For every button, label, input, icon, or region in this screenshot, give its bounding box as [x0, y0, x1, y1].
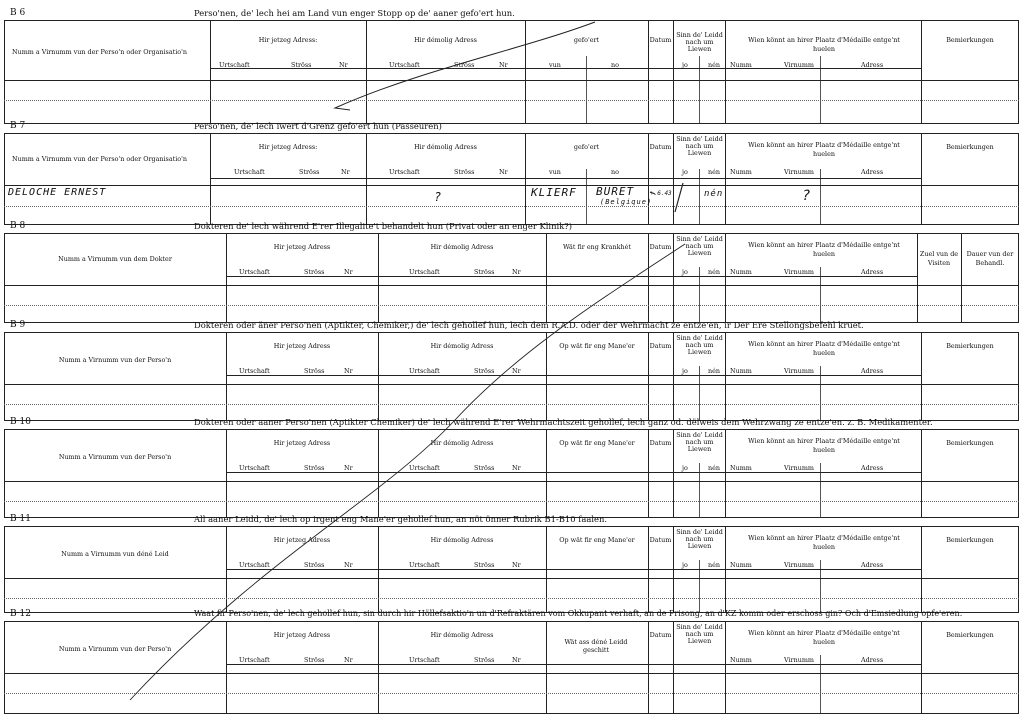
- sub-number: Nr: [339, 61, 348, 69]
- sub-number: Nr: [512, 268, 521, 276]
- sub-from: vun: [549, 168, 561, 176]
- sub-firstname: Virnumm: [784, 464, 814, 472]
- col-date: Datum: [649, 439, 672, 447]
- col-medal: Wien könnt an hirer Plaatz d'Médaille entge'nt huelen: [748, 437, 900, 454]
- sub-address: Adress: [861, 561, 884, 569]
- section-title: All aaner Leidd, de' lech op irgent eng Mane'er gehollef hun, an nöt önner Rubrik B1-B10 faalen.: [194, 514, 608, 524]
- col-date: Datum: [649, 36, 672, 44]
- col-manner: Op wät fir eng Mane'er: [559, 342, 635, 350]
- col-manner: Op wät fir eng Mane'er: [559, 439, 635, 447]
- col-date: Datum: [649, 631, 672, 639]
- col-current-address: Hir jetzeg Adress: [273, 631, 331, 639]
- section-code: B 6: [10, 8, 26, 18]
- entry-date: +.6.43: [650, 190, 672, 197]
- sub-locality: Urtschaft: [409, 367, 440, 375]
- section-b7: [4, 122, 1019, 224]
- section-table: [4, 526, 1019, 613]
- sub-firstname: Virnumm: [784, 168, 814, 176]
- col-name-person: Numm a Virnumm vun der Perso'n: [58, 453, 172, 461]
- sub-street: Ströss: [304, 268, 325, 276]
- entry-to: BURET: [596, 185, 635, 198]
- sub-locality: Urtschaft: [239, 464, 270, 472]
- col-remarks: Bemierkungen: [946, 342, 994, 350]
- sub-number: Nr: [512, 656, 521, 664]
- sub-street: Ströss: [291, 61, 312, 69]
- col-date: Datum: [649, 342, 672, 350]
- col-duration: Dauer vun der Behandl.: [966, 250, 1014, 267]
- sub-street: Ströss: [474, 561, 495, 569]
- sub-locality: Urtschaft: [409, 464, 440, 472]
- col-former-address: Hir démolig Adress: [430, 536, 494, 544]
- sub-street: Ströss: [304, 656, 325, 664]
- col-suffered: Sinn de' Leidd nach um Liewen: [676, 135, 723, 157]
- section-title: Perso'nen, de' lech hei am Land vun enger Stopp op de' aaner gefo'ert hun.: [194, 8, 515, 18]
- col-visits: Zuel vun de Visiten: [919, 250, 959, 267]
- section-title: Waat fir Perso'nen, de' lech gehollef hun, sin durch hir Höllefsaktio'n un d'Refraktären vom Okkupant verhaft, an de Prisong, an d'KZ komm oder erschoss gin? Och d'Emsiedlung opfe'eren.: [194, 609, 963, 618]
- col-medal: Wien könnt an hirer Plaatz d'Médaille entge'nt huelen: [748, 141, 900, 158]
- col-date: Datum: [649, 536, 672, 544]
- col-remarks: Bemierkungen: [946, 536, 994, 544]
- entry-from: KLIERF: [531, 186, 577, 199]
- sub-street: Ströss: [474, 656, 495, 664]
- sub-no: nén: [708, 561, 721, 569]
- col-suffered: Sinn de' Leidd nach um Liewen: [676, 235, 723, 257]
- col-former-address: Hir démolig Adress: [430, 631, 494, 639]
- sub-locality: Urtschaft: [239, 656, 270, 664]
- col-name-org: Numm a Virnumm vun der Perso'n oder Organisatio'n: [12, 155, 187, 163]
- sub-no: nén: [708, 168, 721, 176]
- sub-name: Numm: [730, 656, 752, 664]
- section-table: [4, 621, 1019, 714]
- sub-locality: Urtschaft: [389, 61, 420, 69]
- sub-name: Numm: [730, 168, 752, 176]
- sub-street: Ströss: [454, 61, 475, 69]
- sub-name: Numm: [730, 464, 752, 472]
- col-suffered: Sinn de' Leidd nach um Liewen: [676, 334, 723, 356]
- col-remarks: Bemierkungen: [946, 631, 994, 639]
- sub-name: Numm: [730, 367, 752, 375]
- sub-locality: Urtschaft: [234, 168, 265, 176]
- col-name-doctor: Numm a Virnumm vun dem Dokter: [58, 255, 172, 263]
- col-transported: gefo'ert: [573, 36, 600, 44]
- col-medal: Wien könnt an hirer Plaatz d'Médaille entge'nt huelen: [748, 629, 900, 646]
- sub-locality: Urtschaft: [219, 61, 250, 69]
- col-date: Datum: [649, 143, 672, 151]
- sub-yes: jo: [682, 561, 688, 569]
- col-former-address: Hir démolig Adress: [430, 342, 494, 350]
- col-what-happened: Wät ass déné Leidd geschitt: [564, 638, 628, 654]
- sub-number: Nr: [512, 464, 521, 472]
- sub-firstname: Virnumm: [784, 656, 814, 664]
- sub-street: Ströss: [299, 168, 320, 176]
- sub-address: Adress: [861, 168, 884, 176]
- section-table: [4, 429, 1019, 518]
- col-name-dene: Numm a Virnumm vun déné Leid: [61, 550, 169, 558]
- entry-name: DELOCHE ERNEST: [8, 187, 107, 198]
- section-code: B 9: [10, 320, 26, 330]
- section-code: B 11: [10, 514, 31, 524]
- section-code: B 10: [10, 417, 31, 427]
- col-current-address: Hir jetzeg Adress: [273, 243, 331, 251]
- sub-yes: jo: [682, 168, 688, 176]
- sub-number: Nr: [344, 656, 353, 664]
- col-medal: Wien könnt an hirer Plaatz d'Médaille entge'nt huelen: [748, 36, 900, 53]
- col-remarks: Bemierkungen: [946, 36, 994, 44]
- section-title: Dokteren oder aaner Perso'nen (Aptikter Chemiker) de' lech während E'rer Wehrmachtszeit gehollef, lech ganz od. dëlweis dem Wehrzwang ze entze'en. z. B. Medikamenter.: [194, 417, 933, 427]
- sub-from: vun: [549, 61, 561, 69]
- sub-name: Numm: [730, 61, 752, 69]
- section-table: [4, 133, 1019, 225]
- col-former-address: Hir démolig Adress: [414, 143, 477, 151]
- col-current-address: Hir jetzeg Adress: [273, 439, 331, 447]
- col-name-org: Numm a Virnumm vun der Perso'n oder Organisatio'n: [12, 48, 187, 56]
- sub-address: Adress: [861, 367, 884, 375]
- col-current-address: Hir jetzeg Adress:: [258, 36, 318, 44]
- entry-no: nén: [704, 189, 724, 199]
- section-b9: [4, 321, 1019, 420]
- sub-no: nén: [708, 367, 721, 375]
- sub-number: Nr: [344, 268, 353, 276]
- section-title: Perso'nen, de' lech iwert d'Grenz gefo'ert hun (Passeuren): [194, 121, 442, 131]
- col-former-address: Hir démolig Adress: [414, 36, 477, 44]
- col-suffered: Sinn de' Leidd nach um Liewen: [676, 623, 723, 645]
- section-table: [4, 20, 1019, 124]
- sub-street: Ströss: [474, 268, 495, 276]
- section-code: B 7: [10, 121, 26, 131]
- col-medal: Wien könnt an hirer Plaatz d'Médaille entge'nt huelen: [748, 534, 900, 551]
- col-medal: Wien könnt an hirer Plaatz d'Médaille entge'nt huelen: [748, 340, 900, 357]
- col-remarks: Bemierkungen: [946, 439, 994, 447]
- col-suffered: Sinn de' Leidd nach um Liewen: [676, 528, 723, 550]
- col-current-address: Hir jetzeg Adress: [273, 342, 331, 350]
- sub-name: Numm: [730, 268, 752, 276]
- sub-number: Nr: [341, 168, 350, 176]
- sub-number: Nr: [344, 561, 353, 569]
- sub-firstname: Virnumm: [784, 268, 814, 276]
- sub-street: Ströss: [474, 464, 495, 472]
- section-code: B 12: [10, 609, 31, 619]
- col-date: Datum: [649, 243, 672, 251]
- sub-address: Adress: [861, 464, 884, 472]
- sub-address: Adress: [861, 268, 884, 276]
- sub-firstname: Virnumm: [784, 61, 814, 69]
- sub-yes: jo: [682, 464, 688, 472]
- sub-no: nén: [708, 464, 721, 472]
- col-suffered: Sinn de' Leidd nach um Liewen: [676, 31, 723, 53]
- section-b6: [4, 9, 1019, 124]
- col-transported: gefo'ert: [573, 143, 600, 151]
- section-title: Dokteren oder äner Perso'nen (Aptikter, Chemiker,) de' lech gehollef hun, lech dem R.A.D. oder der Wehrmacht ze entze'en, ir Der Ere Stellongsbefehl kruet.: [194, 320, 864, 330]
- col-current-address: Hir jetzeg Adress: [273, 536, 331, 544]
- col-remarks: Bemierkungen: [946, 143, 994, 151]
- section-code: B 8: [10, 221, 26, 231]
- sub-yes: jo: [682, 367, 688, 375]
- sub-street: Ströss: [304, 561, 325, 569]
- col-former-address: Hir démolig Adress: [430, 439, 494, 447]
- sub-street: Ströss: [474, 367, 495, 375]
- sub-locality: Urtschaft: [409, 656, 440, 664]
- sub-yes: jo: [682, 268, 688, 276]
- section-table: [4, 332, 1019, 421]
- sub-number: Nr: [512, 367, 521, 375]
- col-manner: Op wät fir eng Mane'er: [559, 536, 635, 544]
- sub-number: Nr: [344, 464, 353, 472]
- sub-locality: Urtschaft: [409, 268, 440, 276]
- sub-name: Numm: [730, 561, 752, 569]
- col-current-address: Hir jetzeg Adress:: [258, 143, 318, 151]
- col-medal: Wien könnt an hirer Plaatz d'Médaille entge'nt huelen: [748, 241, 900, 258]
- entry-medal: ?: [802, 188, 812, 204]
- sub-no: nén: [708, 61, 721, 69]
- entry-former-address: ?: [434, 190, 443, 204]
- sub-locality: Urtschaft: [389, 168, 420, 176]
- section-b10: [4, 418, 1019, 517]
- sub-street: Ströss: [304, 464, 325, 472]
- sub-locality: Urtschaft: [239, 367, 270, 375]
- section-table: [4, 233, 1019, 323]
- col-former-address: Hir démolig Adress: [430, 243, 494, 251]
- col-name-person: Numm a Virnumm vun der Perso'n: [58, 356, 172, 364]
- sub-locality: Urtschaft: [239, 561, 270, 569]
- sub-number: Nr: [499, 168, 508, 176]
- sub-address: Adress: [861, 656, 884, 664]
- sub-to: no: [611, 61, 619, 69]
- sub-to: no: [611, 168, 619, 176]
- section-b11: [4, 515, 1019, 612]
- sub-locality: Urtschaft: [239, 268, 270, 276]
- sub-firstname: Virnumm: [784, 367, 814, 375]
- sub-number: Nr: [512, 561, 521, 569]
- col-illness: Wät fir eng Krankhét: [563, 243, 631, 251]
- sub-locality: Urtschaft: [409, 561, 440, 569]
- col-name-person: Numm a Virnumm vun der Perso'n: [58, 645, 172, 653]
- entry-to-note: (Belgique): [600, 198, 653, 206]
- sub-firstname: Virnumm: [784, 561, 814, 569]
- sub-street: Ströss: [454, 168, 475, 176]
- sub-street: Ströss: [304, 367, 325, 375]
- section-b12: [4, 610, 1019, 714]
- section-title: Dokteren de' lech während E'rer Illegalite't behandelt hun (Privat oder an enger Klinik?): [194, 221, 573, 231]
- sub-number: Nr: [344, 367, 353, 375]
- section-b8: [4, 222, 1019, 322]
- sub-yes: jo: [682, 61, 688, 69]
- sub-no: nén: [708, 268, 721, 276]
- col-suffered: Sinn de' Leidd nach um Liewen: [676, 431, 723, 453]
- sub-address: Adress: [861, 61, 884, 69]
- sub-number: Nr: [499, 61, 508, 69]
